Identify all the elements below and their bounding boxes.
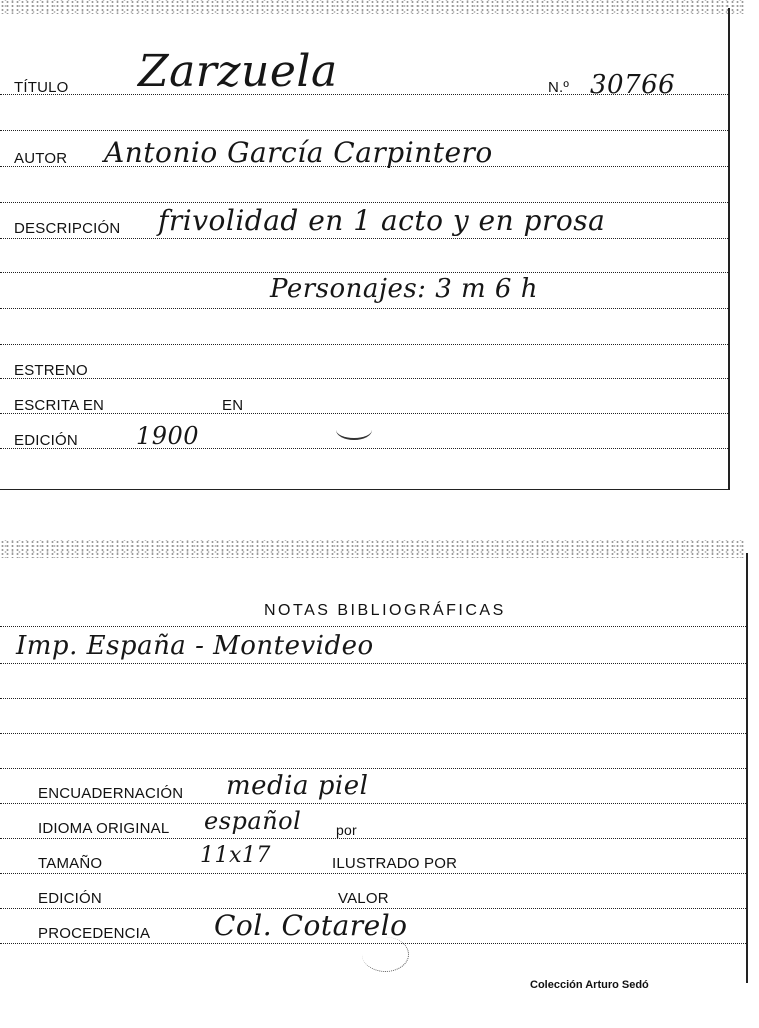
- value-procedencia: Col. Cotarelo: [214, 909, 408, 942]
- label-estreno: ESTRENO: [14, 362, 88, 379]
- label-descripcion: DESCRIPCIÓN: [14, 220, 121, 237]
- rule-line: [0, 308, 728, 309]
- rule-line: [0, 768, 746, 769]
- rule-line: [0, 378, 728, 379]
- value-titulo: Zarzuela: [138, 46, 338, 97]
- label-en: EN: [222, 397, 244, 414]
- catalog-card-top: [0, 8, 730, 490]
- label-idioma-original: IDIOMA ORIGINAL: [38, 820, 170, 837]
- rule-line: [0, 698, 746, 699]
- rule-line: [0, 733, 746, 734]
- value-edicion: 1900: [136, 422, 200, 450]
- heading-notas-bibliograficas: NOTAS BIBLIOGRÁFICAS: [264, 602, 506, 619]
- label-escrita-en: ESCRITA EN: [14, 397, 105, 414]
- label-valor: VALOR: [338, 890, 389, 907]
- rule-line: [0, 448, 728, 449]
- value-descripcion-line2: Personajes: 3 m 6 h: [270, 274, 538, 304]
- value-encuadernacion: media piel: [226, 771, 369, 801]
- catalog-card-bottom: [0, 553, 748, 991]
- rule-line: [0, 803, 746, 804]
- collection-footer: Colección Arturo Sedó: [530, 979, 649, 991]
- rule-line: [0, 873, 746, 874]
- value-tamano: 11x17: [200, 843, 271, 868]
- rule-line: [0, 272, 728, 273]
- rule-line: [0, 838, 746, 839]
- label-titulo: TÍTULO: [14, 79, 69, 96]
- rule-line: [0, 238, 728, 239]
- rule-line: [0, 626, 746, 627]
- rule-line: [0, 413, 728, 414]
- label-edicion-bottom: EDICIÓN: [38, 890, 102, 907]
- label-autor: AUTOR: [14, 150, 68, 167]
- value-numero: 30766: [590, 70, 676, 100]
- value-descripcion-line1: frivolidad en 1 acto y en prosa: [158, 204, 606, 237]
- rule-line: [0, 130, 728, 131]
- value-autor: Antonio García Carpintero: [104, 136, 493, 169]
- label-por: por: [336, 822, 357, 838]
- label-procedencia: PROCEDENCIA: [38, 925, 151, 942]
- ink-mark: [336, 420, 372, 440]
- label-numero: N.º: [548, 79, 570, 96]
- value-notas-line1: Imp. España - Montevideo: [16, 631, 374, 661]
- label-tamano: TAMAÑO: [38, 855, 103, 872]
- label-ilustrado-por: ILUSTRADO POR: [332, 855, 458, 872]
- value-idioma-original: español: [204, 807, 302, 835]
- rule-line: [0, 202, 728, 203]
- rule-line: [0, 663, 746, 664]
- label-edicion: EDICIÓN: [14, 432, 78, 449]
- label-encuadernacion: ENCUADERNACIÓN: [38, 785, 184, 802]
- rule-line: [0, 344, 728, 345]
- ink-mark: [362, 937, 409, 972]
